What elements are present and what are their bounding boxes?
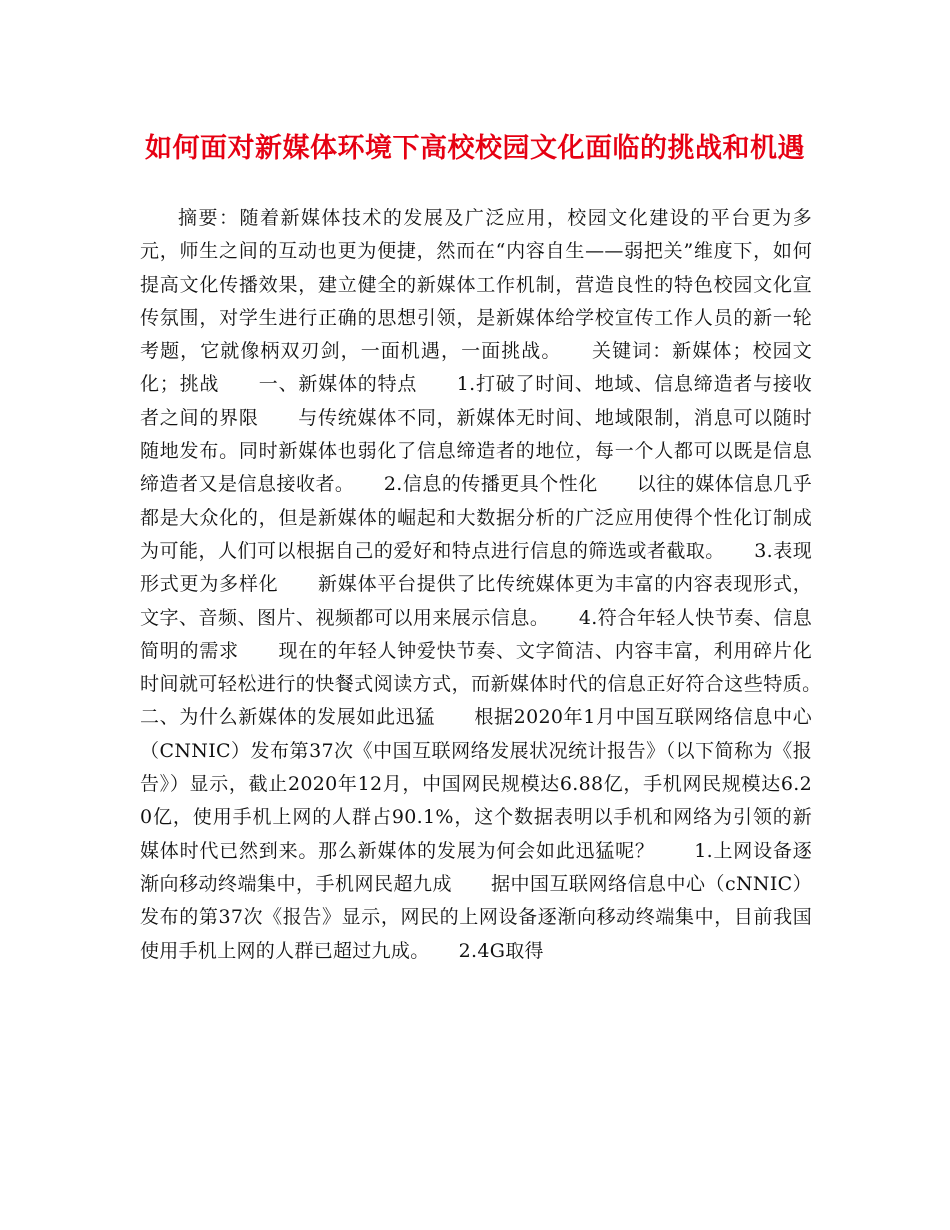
document-title: 如何面对新媒体环境下高校校园文化面临的挑战和机遇: [145, 133, 805, 164]
document-body-paragraph: 摘要：随着新媒体技术的发展及广泛应用，校园文化建设的平台更为多元，师生之间的互动也更为便捷，然而在“内容自生——弱把关”维度下，如何提高文化传播效果，建立健全的新媒体工作机制，营造良性的特色校园文化宣传氛围，对学生进行正确的思想引领，是新媒体给学校宣传工作人员的新一轮考题，它就像柄双刃剑，一面机遇，一面挑战。 关键词：新媒体；校园文化；挑战 一、新媒体的特点 1.打破了时间、地域、信息缔造者与接收者之间的界限 与传统媒体不同，新媒体无时间、地域限制，消息可以随时随地发布。同时新媒体也弱化了信息缔造者的地位，每一个人都可以既是信息缔造者又是信息接收者。 2.信息的传播更具个性化 以往的媒体信息几乎都是大众化的，但是新媒体的崛起和大数据分析的广泛应用使得个性化订制成为可能，人们可以根据自己的爱好和特点进行信息的筛选或者截取。 3.表现形式更为多样化 新媒体平台提供了比传统媒体更为丰富的内容表现形式，文字、音频、图片、视频都可以用来展示信息。 4.符合年轻人快节奏、信息简明的需求 现在的年轻人钟爱快节奏、文字简洁、内容丰富，利用碎片化时间就可轻松进行的快餐式阅读方式，而新媒体时代的信息正好符合这些特质。 二、为什么新媒体的发展如此迅猛 根据2020年1月中国互联网络信息中心（CNNIC）发布第37次《中国互联网络发展状况统计报告》（以下简称为《报告》）显示，截止2020年12月，中国网民规模达6.88亿，手机网民规模达6.20亿，使用手机上网的人群占90.1%，这个数据表明以手机和网络为引领的新媒体时代已然到来。那么新媒体的发展为何会如此迅猛呢？ 1.上网设备逐渐向移动终端集中，手机网民超九成 据中国互联网络信息中心（cNNIC）发布的第37次《报告》显示，网民的上网设备逐渐向移动终端集中，目前我国使用手机上网的人群已超过九成。 2.4G取得: [140, 207, 851, 962]
